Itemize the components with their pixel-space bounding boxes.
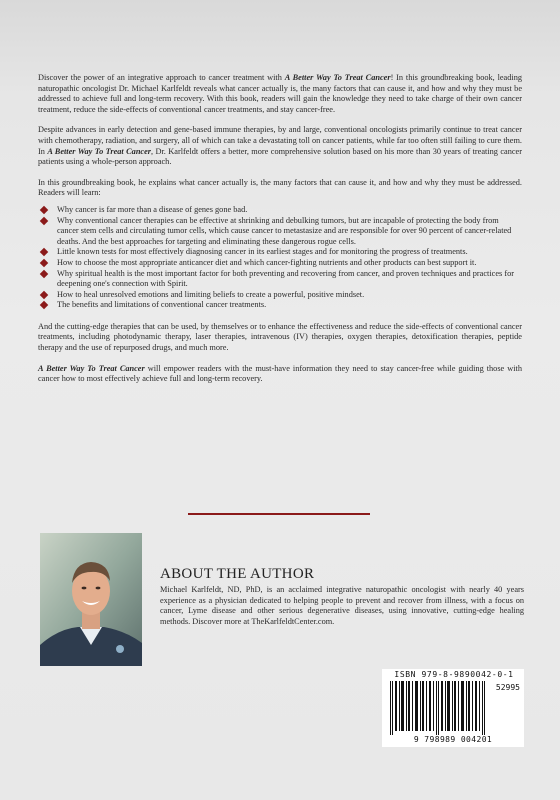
diamond-bullet-icon: [40, 259, 48, 267]
list-item: Why cancer is far more than a disease of genes gone bad.: [38, 205, 522, 216]
list-item: How to heal unresolved emotions and limiting beliefs to create a powerful, positive mindset.: [38, 290, 522, 301]
list-item: Why conventional cancer therapies can be effective at shrinking and debulking tumors, but are incapable of protecting the body from cancer stem cells and circulating tumor cells, which cause cancer to metastasize and are responsible for over 90 percent of cancer-related deaths. And the best approaches for targeting and eliminating these dangerous rogue cells.: [38, 216, 522, 248]
closing-paragraph: [38, 364, 522, 385]
author-photo: [40, 533, 142, 666]
barcode-bars-icon: [388, 681, 492, 735]
list-item: Why spiritual health is the most important factor for both preventing and recovering from cancer, and proven techniques and practices for deepening one's connection with Spirit.: [38, 269, 522, 290]
author-bio: Michael Karlfeldt, ND, PhD, is an acclaimed integrative naturopathic oncologist with nearly 40 years experience as a physician dedicated to helping people to prevent and recover from illness, with a focus on cancer, Lyme disease and other serious degenerative diseases, using innovative, cutting-edge healing methods. Discover more at TheKarlfeldtCenter.com.: [160, 585, 524, 626]
diamond-bullet-icon: [40, 206, 48, 214]
isbn-label: ISBN 979-8-9890042-0-1: [394, 670, 514, 679]
diamond-bullet-icon: [40, 216, 48, 224]
list-item: How to choose the most appropriate anticancer diet and which cancer-fighting nutrients and other products can best support it.: [38, 258, 522, 269]
intro-text-a: Discover the power of an integrative approach to cancer treatment with: [38, 73, 285, 82]
diamond-bullet-icon: [40, 269, 48, 277]
therapies-paragraph: And the cutting-edge therapies that can be used, by themselves or to enhance the effectiveness and reduce the side-effects of conventional cancer treatments, including photodynamic therapy, laser therapies, intravenous (IV) therapies, oxygen therapies, detoxification therapies, peptide therapy and the use of repurposed drugs, and much more.: [38, 321, 522, 353]
diamond-bullet-icon: [40, 248, 48, 256]
about-author-heading: ABOUT THE AUTHOR: [160, 566, 315, 582]
list-item: Little known tests for most effectively diagnosing cancer in its earliest stages and for monitoring the progress of treatments.: [38, 247, 522, 258]
closing-text: will empower readers with the must-have information they need to stay cancer-free while guiding those with cancer how to most effectively achieve full and long-term recovery.: [38, 363, 522, 384]
intro-paragraph: [38, 73, 522, 115]
isbn-barcode: [382, 669, 524, 747]
section-divider: [188, 513, 370, 515]
context-paragraph: [38, 125, 522, 167]
book-title-inline: A Better Way To Treat Cancer: [38, 363, 145, 373]
context-text-b: , Dr. Karlfeldt offers a better, more comprehensive solution based on his more than 30 years of treating cancer patients using a whole-person approach.: [38, 146, 522, 167]
intro-text-b: ! In this groundbreaking book, leading naturopathic oncologist Dr. Michael Karlfeldt reveals what cancer actually is, the many factors that can cause it, and how and why they must be addressed to achieve full and long-term recovery. With this book, readers will gain the knowledge they need to take charge of their own cancer treatment, reduce the side-effects of conventional cancer treatments, and stay cancer-free.: [38, 73, 522, 114]
price-code: 52995: [495, 683, 520, 692]
barcode-digits: 9 798989 004201: [413, 735, 493, 744]
diamond-bullet-icon: [40, 301, 48, 309]
list-item: The benefits and limitations of conventional cancer treatments.: [38, 300, 522, 311]
learn-list: [38, 205, 522, 311]
back-cover-description: [38, 73, 522, 395]
book-title-inline: A Better Way To Treat Cancer: [284, 73, 391, 82]
diamond-bullet-icon: [40, 290, 48, 298]
author-portrait-illustration: [40, 533, 142, 666]
context-text-a: Despite advances in early detection and gene-based immune therapies, by and large, conventional oncologists primarily continue to treat cancer with chemotherapy, radiation, and surgery, all of which can take a devastating toll on cancer patients, while far too often still failing to cure them. In: [38, 125, 522, 156]
book-title-inline: A Better Way To Treat Cancer: [47, 146, 152, 156]
learn-intro-paragraph: In this groundbreaking book, he explains what cancer actually is, the many factors that can cause it, and how and why they must be addressed. Readers will learn:: [38, 177, 522, 198]
